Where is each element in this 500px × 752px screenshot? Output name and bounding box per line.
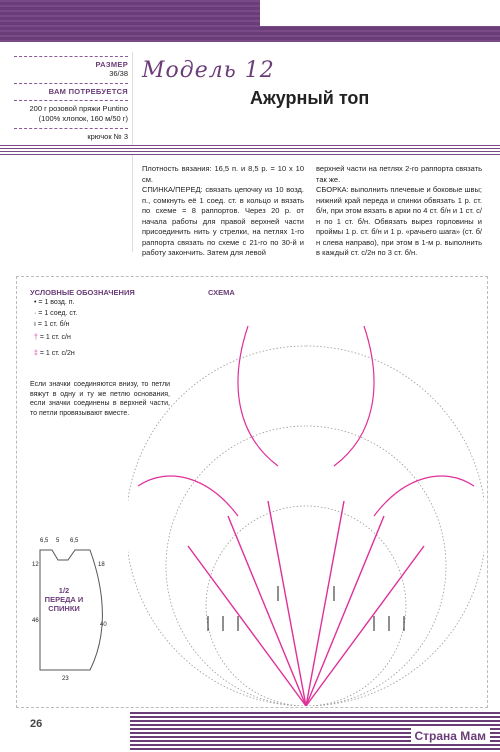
top-band [0,0,500,42]
page-number: 26 [30,718,43,730]
hook-size: крючок № 3 [87,132,128,141]
density-text: Плотность вязания: 16,5 п. и 8,5 р. = 10 х 10 см. [142,164,304,184]
legend-item: ‡ = 1 ст. с/2н [34,350,75,357]
schema-title: СХЕМА [208,288,235,297]
legend-title: УСЛОВНЫЕ ОБОЗНАЧЕНИЯ [30,288,135,297]
tr-icon: ‡ [34,350,38,357]
dc-icon: † [34,334,38,341]
need-label: ВАМ ПОТРЕБУЕТСЯ [48,87,128,96]
divider-band [0,145,500,155]
legend-item: † = 1 ст. с/н [34,334,71,341]
dim-label: 12 [32,562,39,568]
dim-label: 6,5 [70,538,79,544]
legend-item: · = 1 соед. ст. [34,310,78,317]
model-script-title: Модель 12 [142,58,275,83]
text-column-1 [142,164,304,259]
page-title: Ажурный топ [250,88,370,108]
continuation-text: верхней части на петлях 2-го раппорта связать так же. [316,164,482,184]
dim-label: 6,5 [40,538,49,544]
dim-label: 18 [98,562,105,568]
dim-label: 46 [32,618,39,624]
assembly-text: СБОРКА: выполнить плечевые и боковые швы; нижний край переда и спинки обвязать 1 р. ст. б/н, при этом вязать в арки по 4 ст. б/н и 1 ст. с/н по 1 ст. б/н. Обвязать вырез горловины и проймы 1 р. ст. б/н и 1 р. «рачьего шага» (ст. б/н слева направо), при этом в 1-м р. выполнить в каждый ст. с/2н по 3 ст. б/н. [316,185,482,257]
slip-stitch-icon: · [34,310,37,317]
size-value: 36/38 [109,69,128,78]
dim-label: 40 [100,622,107,628]
dim-label: 5 [56,538,60,544]
yarn-line-2: (100% хлопок, 160 м/50 г) [38,114,128,123]
back-front-text: СПИНКА/ПЕРЕД: связать цепочку из 10 возд. п., сомкнуть её 1 соед. ст. в кольцо и вязать по схеме = 8 раппортов. Через 20 р. от начала работы для правой верхней части присоединить нить у стрелки, на петлях 1-го раппорта связать по схеме с 21-го по 30-й и работу закончить. Затем для левой [142,185,304,257]
legend-item: • = 1 возд. п. [34,299,75,306]
sc-icon: ı [34,321,36,328]
chain-icon: • [34,299,37,306]
legend-note: Если значки соединяются внизу, то петли вяжут в одну и ту же петлю основания, если значки соединены в верхней части, то петли провязывают вместе. [30,381,170,417]
pattern-label: 1/2 ПЕРЕДА И СПИНКИ [44,586,84,613]
yarn-line-1: 200 г розовой пряжи Puntino [29,104,128,113]
size-label: РАЗМЕР [95,60,128,69]
dim-label: 23 [62,676,69,682]
site-logo: Страна Мам [411,728,491,744]
text-column-2 [316,164,482,259]
crochet-schema [128,286,484,706]
sidebar [14,52,128,142]
legend-item: ı = 1 ст. б/н [34,321,70,328]
